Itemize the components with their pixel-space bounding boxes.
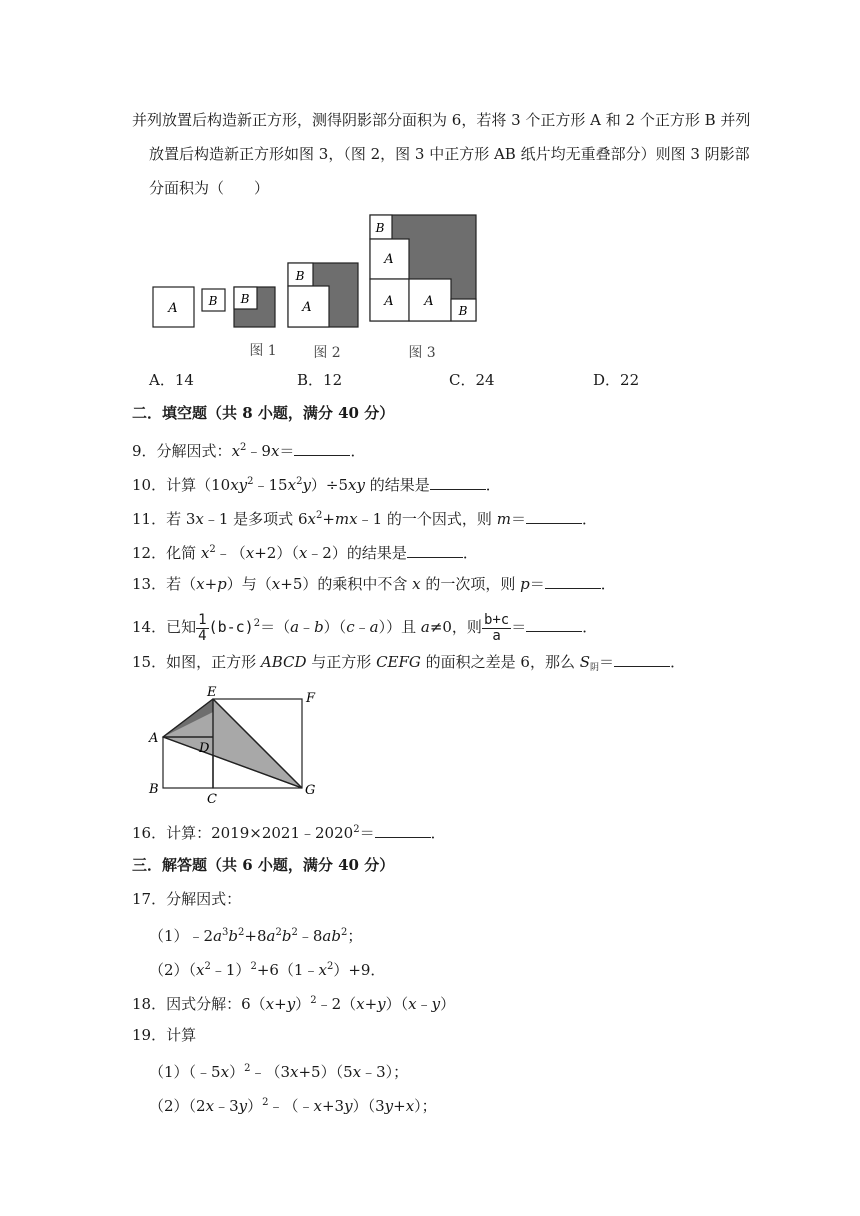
fig3-label-a1: A — [384, 252, 394, 267]
q8-option-c[interactable]: C．24 — [449, 371, 495, 389]
q14-answer-blank[interactable] — [526, 617, 582, 632]
q13: 13．若（x+p）与（x+5）的乘积中不含 x 的一次项，则 p＝ ． — [132, 575, 616, 593]
q8-option-b[interactable]: B．12 — [297, 371, 343, 389]
q15: 15．如图，正方形 ABCD 与正方形 CEFG 的面积之差是 6，那么 $S_阴=$ ． — [132, 653, 686, 673]
fig1-label-a: A — [168, 301, 178, 316]
q15-point-d: D — [199, 741, 210, 756]
fig2-caption: 图 2 — [313, 345, 341, 361]
q8-line2: 放置后构造新正方形如图 3，（图 2，图 3 中正方形 AB 纸片均无重叠部分）则图 3 阴影部 — [149, 145, 750, 163]
q17-part2: $(2)(x^2﹣1)^2+6(1﹣x^2)+9$． — [149, 961, 386, 979]
q8-option-a[interactable]: A．14 — [149, 371, 194, 389]
q19-part2: （2）（2x﹣3y）$^2$﹣（﹣x+3y）（3y+x）； — [149, 1097, 437, 1115]
q8-line1: 并列放置后构造新正方形，测得阴影部分面积为 6，若将 3 个正方形 A 和 2 个正方形 B 并列 — [132, 111, 751, 129]
fig3-label-a2: A — [384, 294, 394, 309]
fig3-label-b1: B — [375, 221, 385, 235]
fig3-label-a3: A — [424, 294, 434, 309]
q18: 18．因式分解：$6(x+y)^2﹣2(x+y)(x﹣y)$ — [132, 995, 456, 1013]
q15-figure — [145, 682, 325, 807]
q12-answer-blank[interactable] — [407, 543, 463, 558]
q15-point-f: F — [306, 691, 316, 706]
q10-answer-blank[interactable] — [430, 475, 486, 490]
q15-point-b: B — [149, 782, 159, 797]
q16-answer-blank[interactable] — [375, 823, 431, 838]
q9: 9．分解因式：$x^2﹣9x=$ ． — [132, 442, 366, 460]
q15-answer-blank[interactable] — [614, 652, 670, 667]
q16: 16．计算：$2019\times 2021﹣2020^2=$ ． — [132, 824, 446, 842]
q15-point-g: G — [305, 783, 316, 798]
fig2-label-b: B — [295, 269, 305, 283]
q14: 14．已知 $\frac{1}{4}$ $(b-c)^2=(a﹣b)(c﹣a)$）且 a≠0，则 $\frac{b+c}{a}$ ＝ ． — [132, 611, 598, 644]
q13-answer-blank[interactable] — [545, 574, 601, 589]
q17-part1: $(1)﹣2a^3b^2+8a^2b^2﹣8ab^2$； — [149, 927, 363, 945]
q19: 19．计算 — [132, 1026, 197, 1044]
fig3-caption: 图 3 — [408, 345, 436, 361]
q17: 17．分解因式： — [132, 890, 242, 908]
q8-option-d[interactable]: D．22 — [593, 371, 640, 389]
fig2-label-a: A — [302, 300, 312, 315]
q12: 12．化简 $x^2﹣(x+2)(x﹣2)$的结果是 ． — [132, 544, 478, 562]
q9-answer-blank[interactable] — [294, 441, 350, 456]
fig1-label-b: B — [208, 294, 218, 308]
q8-figures — [145, 205, 490, 365]
q15-point-e: E — [207, 685, 217, 700]
q8-line3: 分面积为（ ） — [149, 179, 270, 197]
fig1-caption: 图 1 — [249, 343, 277, 359]
q15-point-a: A — [149, 731, 159, 746]
q10: 10．计算$(10xy^2﹣15x^2y)\div 5xy$ 的结果是 ． — [132, 476, 501, 494]
q19-part1: （1）（﹣5x）$^2$﹣（3x+5）（5x﹣3）； — [149, 1063, 409, 1081]
q11-answer-blank[interactable] — [526, 509, 582, 524]
section2-title: 二．填空题（共 8 小题，满分 40 分） — [132, 404, 395, 422]
q11: 11．若 3x﹣1 是多项式 $6x^2+mx﹣1$ 的一个因式，则 m＝ ． — [132, 510, 597, 528]
section3-title: 三．解答题（共 6 小题，满分 40 分） — [132, 856, 395, 874]
q14-fraction: $\frac{1}{4}$ — [198, 611, 207, 644]
q14-fraction2: $\frac{b+c}{a}$ — [483, 611, 510, 644]
fig3-label-b2: B — [458, 304, 468, 318]
fig1-label-b2: B — [240, 292, 250, 306]
q15-point-c: C — [207, 792, 217, 807]
